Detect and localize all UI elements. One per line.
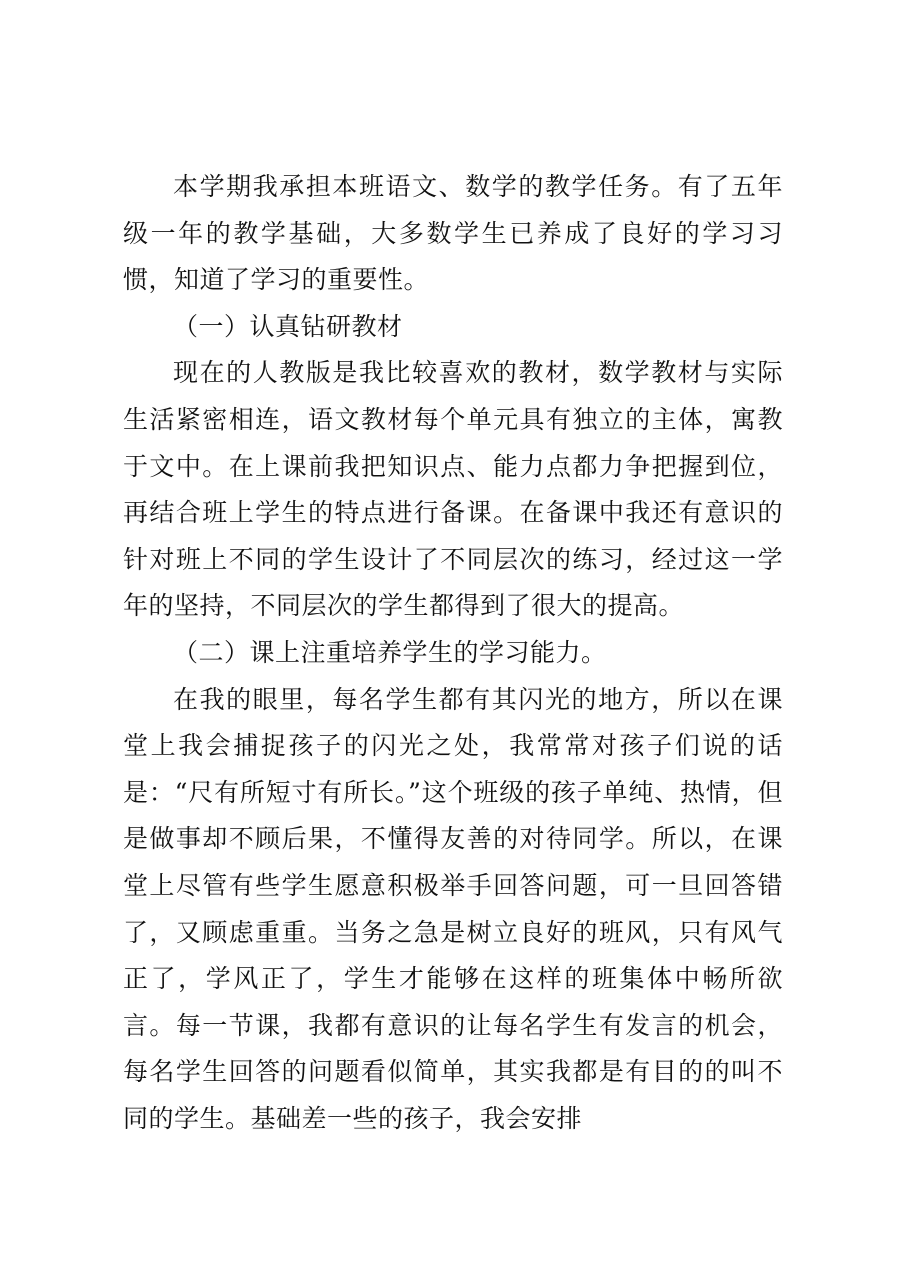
document-body bbox=[123, 164, 783, 1142]
section-heading-1: （一）认真钻研教材 bbox=[173, 311, 403, 341]
section-1-paragraph: 现在的人教版是我比较喜欢的教材，数学教材与实际生活紧密相连，语文教材每个单元具有独立的主体，寓教于文中。在上课前我把知识点、能力点都力争把握到位，再结合班上学生的特点进行备课。在备课中我还有意识的针对班上不同的学生设计了不同层次的练习，经过这一学年的坚持，不同层次的学生都得到了很大的提高。 bbox=[123, 358, 783, 621]
section-2-paragraph: 在我的眼里，每名学生都有其闪光的地方，所以在课堂上我会捕捉孩子的闪光之处，我常常对孩子们说的话是：“尺有所短寸有所长。”这个班级的孩子单纯、热情，但是做事却不顾后果，不懂得友善的对待同学。所以，在课堂上尽管有些学生愿意积极举手回答问题，可一旦回答错了，又顾虑重重。当务之急是树立良好的班风，只有风气正了，学风正了，学生才能够在这样的班集体中畅所欲言。每一节课，我都有意识的让每名学生有发言的机会，每名学生回答的问题看似简单，其实我都是有目的的叫不同的学生。基础差一些的孩子，我会安排 bbox=[123, 684, 783, 1133]
section-heading-2: （二）课上注重培养学生的学习能力。 bbox=[173, 637, 607, 667]
intro-paragraph: 本学期我承担本班语文、数学的教学任务。有了五年级一年的教学基础，大多数学生已养成了良好的学习习惯，知道了学习的重要性。 bbox=[123, 172, 783, 295]
